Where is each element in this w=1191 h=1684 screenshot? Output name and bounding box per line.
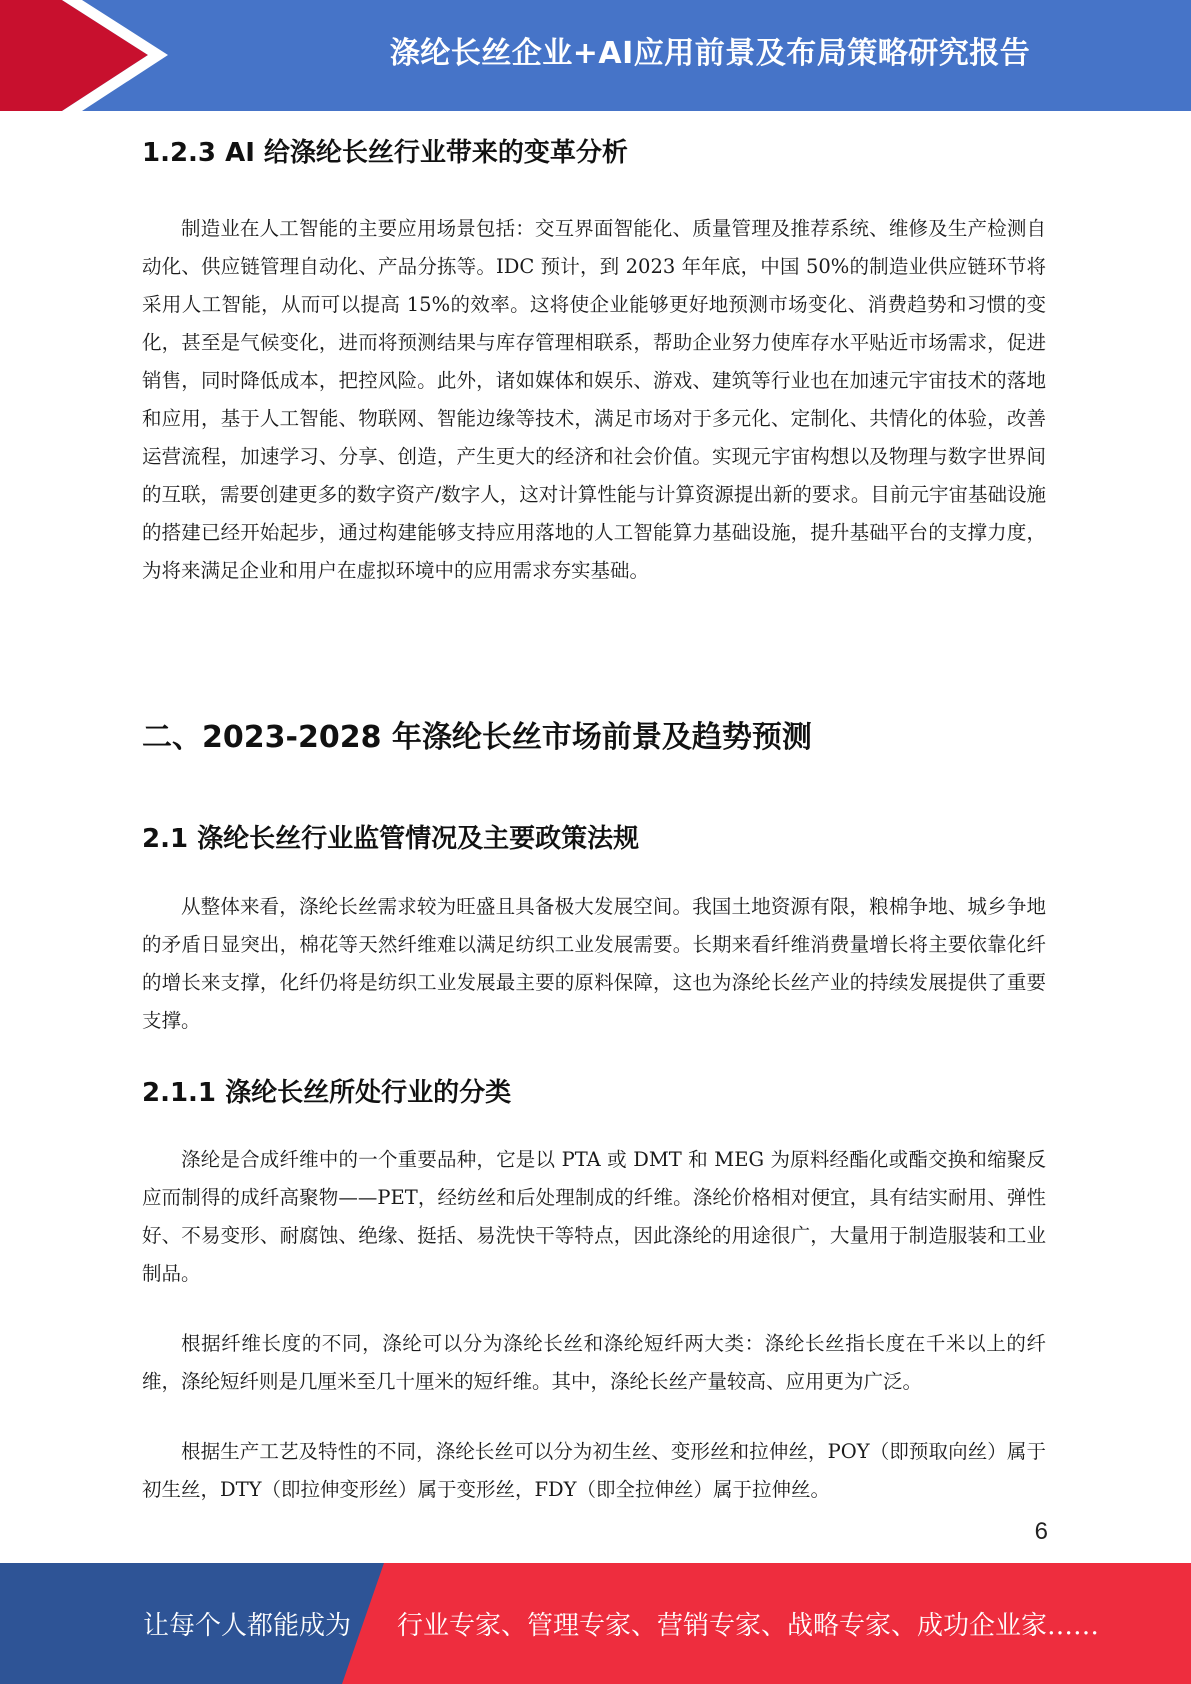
header-title: 涤纶长丝企业+AI应用前景及布局策略研究报告 — [389, 36, 1031, 71]
section-1-2-3-heading: 1.2.3 AI 给涤纶长丝行业带来的变革分析 — [142, 138, 628, 168]
section-2-1-1-heading: 2.1.1 涤纶长丝所处行业的分类 — [142, 1078, 512, 1108]
section-2-1-1-paragraph-3: 根据生产工艺及特性的不同，涤纶长丝可以分为初生丝、变形丝和拉伸丝，POY（即预取向丝）属于初生丝，DTY（即拉伸变形丝）属于变形丝，FDY（即全拉伸丝）属于拉伸丝。 — [142, 1440, 1046, 1501]
page-number: 6 — [1034, 1518, 1048, 1545]
footer-slogan-left: 让每个人都能成为 — [143, 1611, 352, 1641]
section-2-1-paragraph: 从整体来看，涤纶长丝需求较为旺盛且具备极大发展空间。我国土地资源有限，粮棉争地、城乡争地的矛盾日显突出，棉花等天然纤维难以满足纺织工业发展需要。长期来看纤维消费量增长将主要依靠化纤的增长来支撑，化纤仍将是纺织工业发展最主要的原料保障，这也为涤纶长丝产业的持续发展提供了重要支撑。 — [142, 895, 1046, 1032]
page-footer — [0, 1563, 1191, 1684]
section-2-1-heading: 2.1 涤纶长丝行业监管情况及主要政策法规 — [142, 824, 640, 854]
section-1-2-3-paragraph: 制造业在人工智能的主要应用场景包括：交互界面智能化、质量管理及推荐系统、维修及生产检测自动化、供应链管理自动化、产品分拣等。IDC 预计，到 2023 年年底，中国 50%的制造业供应链环节将采用人工智能，从而可以提高 15%的效率。这将使企业能够更好地预测市场变化、消费趋势和习惯的变化，甚至是气候变化，进而将预测结果与库存管理相联系，帮助企业努力使库存水平贴近市场需求，促进销售，同时降低成本，把控风险。此外，诸如媒体和娱乐、游戏、建筑等行业也在加速元宇宙技术的落地和应用，基于人工智能、物联网、智能边缘等技术，满足市场对于多元化、定制化、共情化的体验，改善运营流程，加速学习、分享、创造，产生更大的经济和社会价值。实现元宇宙构想以及物理与数字世界间的互联，需要创建更多的数字资产/数字人，这对计算性能与计算资源提出新的要求。目前元宇宙基础设施的搭建已经开始起步，通过构建能够支持应用落地的人工智能算力基础设施，提升基础平台的支撑力度，为将来满足企业和用户在虚拟环境中的应用需求夯实基础。 — [142, 217, 1046, 582]
footer-slogan-right: 行业专家、管理专家、营销专家、战略专家、成功企业家…… — [397, 1611, 1100, 1641]
section-2-1-1-paragraph-2: 根据纤维长度的不同，涤纶可以分为涤纶长丝和涤纶短纤两大类：涤纶长丝指长度在千米以上的纤维，涤纶短纤则是几厘米至几十厘米的短纤维。其中，涤纶长丝产量较高、应用更为广泛。 — [142, 1332, 1046, 1393]
chapter-2-heading: 二、2023-2028 年涤纶长丝市场前景及趋势预测 — [142, 720, 812, 755]
section-2-1-1-paragraph-1: 涤纶是合成纤维中的一个重要品种，它是以 PTA 或 DMT 和 MEG 为原料经酯化或酯交换和缩聚反应而制得的成纤高聚物——PET，经纺丝和后处理制成的纤维。涤纶价格相对便宜，具有结实耐用、弹性好、不易变形、耐腐蚀、绝缘、挺括、易洗快干等特点，因此涤纶的用途很广，大量用于制造服装和工业制品。 — [142, 1148, 1046, 1285]
page-header — [0, 0, 1191, 111]
